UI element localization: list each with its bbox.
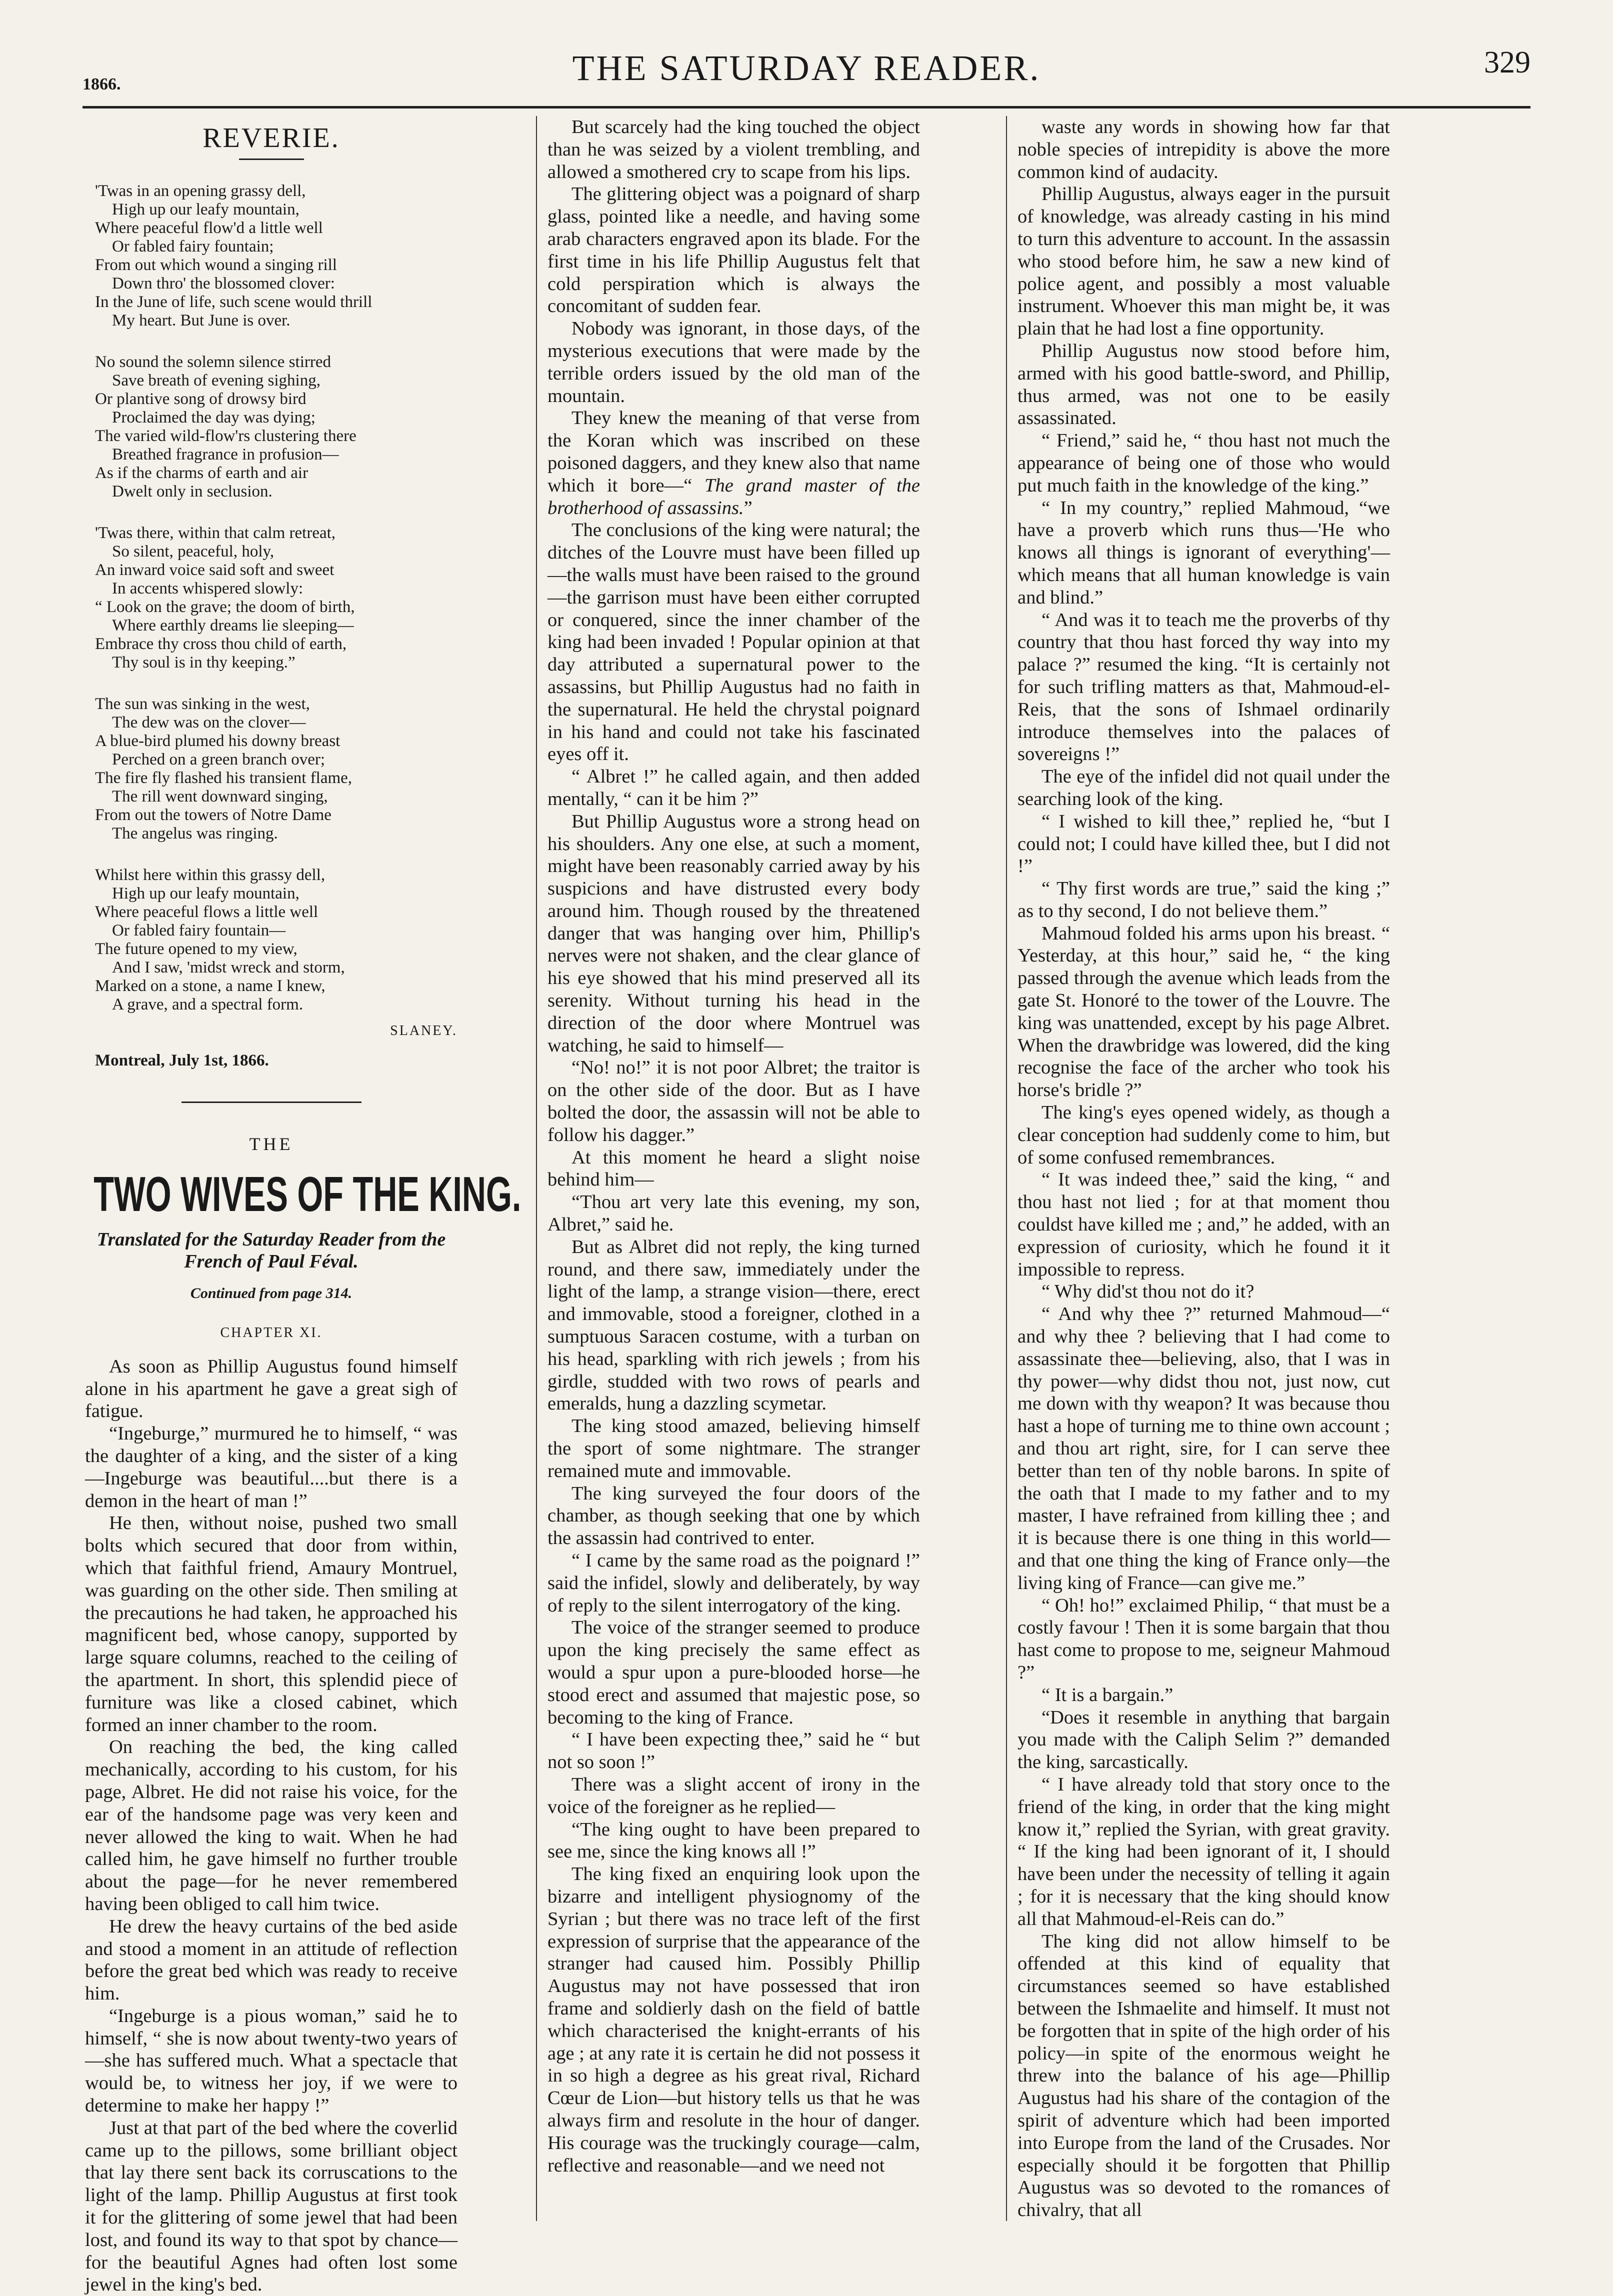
poem-line: No sound the solemn silence stirred bbox=[95, 352, 331, 371]
paragraph: The king's eyes opened widely, as though a clear conception had suddenly come to him, but of some confused remembrances. bbox=[1018, 1102, 1390, 1168]
poem-line: In accents whispered slowly: bbox=[112, 579, 304, 598]
poem-dateline: Montreal, July 1st, 1866. bbox=[95, 1051, 269, 1070]
paragraph: “The king ought to have been prepared to see me, since the king knows all !” bbox=[548, 1818, 920, 1862]
paragraph: “ Albret !” he called again, and then added mentally, “ can it be him ?” bbox=[548, 766, 920, 810]
paragraph: waste any words in showing how far that noble species of intrepidity is above the more common kind of audacity. bbox=[1018, 116, 1390, 182]
paragraph: “ I have already told that story once to the friend of the king, in order that the king might know it,” replied the Syrian, with great gravity. “ If the king had been ignorant of it, I should have been under the necessity of telling it again ; for it is necessary that the king should know all that Mahmoud-el-Reis can do.” bbox=[1018, 1774, 1390, 1930]
poem-line: Whilst here within this grassy dell, bbox=[95, 866, 326, 884]
poem-line: The dew was on the clover— bbox=[112, 713, 306, 732]
column-3-text bbox=[1018, 116, 1390, 2222]
paragraph: Mahmoud folded his arms upon his breast. “ Yesterday, at this hour,” said he, “ the king passed through the avenue which leads from the gate St. Honoré to the tower of the Louvre. The king was unattended, except by his page Albret. When the drawbridge was lowered, did the king recognise the face of the archer who took his horse's bridle ?” bbox=[1018, 922, 1390, 1101]
paragraph: Phillip Augustus, always eager in the pursuit of knowledge, was already casting in his mind to turn this adventure to account. In the assassin who stood before him, he saw a new kind of police agent, and possibly a most valuable instrument. Whoever this man might be, it was plain that he had lost a fine opportunity. bbox=[1018, 184, 1390, 340]
poem-line: So silent, peaceful, holy, bbox=[112, 542, 274, 560]
paragraph: The king did not allow himself to be offended at this kind of equality that circumstances seemed so have established between the Ishmaelite and himself. It must not be forgotten that in spite of the high order of his policy—in spite of the enormous weight he threw into the balance of his age—Phillip Augustus had his share of the contagion of the spirit of adventure which had been imported into Europe from the land of the Crusades. Nor especially should it be forgotten that Phillip Augustus was so devoted to the romances of chivalry, that all bbox=[1018, 1930, 1390, 2221]
section-rule bbox=[182, 1102, 362, 1103]
poem-line: The varied wild-flow'rs clustering there bbox=[95, 426, 356, 445]
poem-line: Where earthly dreams lie sleeping— bbox=[112, 616, 354, 634]
poem-line: Dwelt only in seclusion. bbox=[112, 482, 272, 500]
poem-line: High up our leafy mountain, bbox=[112, 884, 300, 902]
poem-line: Embrace thy cross thou child of earth, bbox=[95, 634, 347, 653]
paragraph: On reaching the bed, the king called mechanically, according to his custom, for his page, Albret. He did not raise his voice, for the ear of the handsome page was very keen and never allowed the king to wait. When he had called him, he gave himself no further trouble about the page—for he never remembered having been obliged to call him twice. bbox=[85, 1736, 458, 1914]
paragraph: “Ingeburge,” murmured he to himself, “ was the daughter of a king, and the sister of a king —Ingeburge was beautiful....but there is a demon in the heart of man !” bbox=[85, 1423, 458, 1512]
poem-title-rule bbox=[239, 158, 304, 160]
poem-line: Marked on a stone, a name I knew, bbox=[95, 976, 326, 995]
poem-title: REVERIE. bbox=[202, 122, 340, 154]
poem-line: My heart. But June is over. bbox=[112, 311, 290, 330]
poem-signature: SLANEY. bbox=[390, 1022, 458, 1038]
paragraph bbox=[548, 407, 920, 519]
paragraph: “ Thy first words are true,” said the king ;” as to thy second, I do not believe them.” bbox=[1018, 878, 1390, 922]
paragraph: He drew the heavy curtains of the bed aside and stood a moment in an attitude of reflection before the great bed which was ready to receive him. bbox=[85, 1916, 458, 2004]
paragraph: The glittering object was a poignard of sharp glass, pointed like a needle, and having some arab characters engraved apon its blade. For the first time in his life Phillip Augustus felt that cold perspiration which is always the concomitant of sudden fear. bbox=[548, 184, 920, 317]
story-title: TWO WIVES OF THE KING. bbox=[94, 1166, 522, 1222]
poem-line: 'Twas in an opening grassy dell, bbox=[95, 182, 306, 200]
poem-line: Or plantive song of drowsy bird bbox=[95, 390, 306, 408]
poem-line: An inward voice said soft and sweet bbox=[95, 560, 334, 579]
column-3 bbox=[1018, 116, 1390, 2222]
poem-line: Down thro' the blossomed clover: bbox=[112, 274, 335, 292]
column-divider bbox=[1006, 116, 1007, 2221]
column-2-text bbox=[548, 519, 920, 2176]
paragraph: But scarcely had the king touched the object than he was seized by a violent trembling, and allowed a smothered cry to scape from his lips. bbox=[548, 116, 920, 182]
column-1 bbox=[85, 116, 522, 2296]
paragraph: But Phillip Augustus wore a strong head on his shoulders. Any one else, at such a moment, might have been reasonably carried away by his suspicions and have distrusted every body around him. Though roused by the threatened danger that was hanging over him, Phillip's nerves were not shaken, and the clear glance of his eye showed that his mind preserved all its serenity. Without turning his head in the direction of the door where Montruel was watching, he said to himself— bbox=[548, 810, 920, 1056]
paragraph: The voice of the stranger seemed to produce upon the king precisely the same effect as would a spur upon a pure-blooded horse—he stood erect and assumed that majestic pose, so becoming to the king of France. bbox=[548, 1617, 920, 1728]
paragraph: There was a slight accent of irony in the voice of the foreigner as he replied— bbox=[548, 1774, 920, 1818]
paragraph: As soon as Phillip Augustus found himself alone in his apartment he gave a great sigh of fatigue. bbox=[85, 1356, 458, 1422]
continued-note: Continued from page 314. bbox=[190, 1285, 352, 1302]
column-divider bbox=[536, 116, 537, 2221]
paragraph: The king fixed an enquiring look upon the bizarre and intelligent physiognomy of the Syrian ; but there was no trace left of the first expression of surprise that the appearance of the stranger had caused him. Possibly Phillip Augustus may not have possessed that iron frame and soldierly dash on the field of battle which characterised the knight-errants of his age ; at any rate it is certain he did not possess it in so high a degree as his great rival, Richard Cœur de Lion—but history tells us that he was always firm and resolute in the hour of danger. His courage was the truckingly courage—calm, reflective and reasonable—and we need not bbox=[548, 1864, 920, 2176]
paragraph: “ And was it to teach me the proverbs of thy country that thou hast forced thy way into my palace ?” resumed the king. “It is certainly not for such trifling matters as that, Mahmoud-el-Reis, that the sons of Ishmael ordinarily introduce themselves into the palaces of sovereigns !” bbox=[1018, 609, 1390, 765]
paragraph: The conclusions of the king were natural; the ditches of the Louvre must have been filled up—the walls must have been raised to the ground—the garrison must have been either corrupted or conquered, since the inner chamber of the king had been invaded ! Popular opinion at that day attributed a supernatural power to the assassins, but Phillip Augustus had no faith in the supernatural. He held the chrystal poignard in his hand and could not take his fascinated eyes off it. bbox=[548, 520, 920, 765]
poem-line: The rill went downward singing, bbox=[112, 787, 328, 806]
poem-stanza bbox=[95, 524, 458, 672]
story-the: THE bbox=[249, 1134, 294, 1154]
closing-quote: ” bbox=[744, 497, 752, 518]
paragraph: “ Why did'st thou not do it? bbox=[1042, 1281, 1254, 1302]
masthead-title: THE SATURDAY READER. bbox=[572, 48, 1041, 88]
paragraph: The king stood amazed, believing himself the sport of some nightmare. The stranger remained mute and immovable. bbox=[548, 1416, 920, 1482]
poem-line: Thy soul is in thy keeping.” bbox=[112, 653, 296, 672]
poem-line: Where peaceful flows a little well bbox=[95, 902, 318, 921]
paragraph: “ And why thee ?” returned Mahmoud—“ and why thee ? believing that I had come to assassinate thee—believing, also, that I was in thy power—why didst thou not, just now, cut me down with thy weapon? It was because thou hast a hope of turning me to thine own account ; and thou art right, sire, for I can serve thee better than ten of thy noble barons. In spite of the oath that I made to my father and to my master, I have refrained from killing thee ; and it is because there is one thing in this world—and that one thing the king of France only—the living king of France—can give me.” bbox=[1018, 1304, 1390, 1594]
poem-line: The sun was sinking in the west, bbox=[95, 694, 310, 713]
paragraph: But as Albret did not reply, the king turned round, and there saw, immediately under the light of the lamp, a strange vision—there, erect and immovable, stood a foreigner, clothed in a sumptuous Saracen costume, with a turban on his head, sparkling with rich jewels ; from his girdle, studded with two rows of pearls and emeralds, hung a dazzling scymetar. bbox=[548, 1236, 920, 1414]
poem-line: In the June of life, such scene would thrill bbox=[95, 292, 372, 311]
poem-body bbox=[85, 182, 458, 1014]
paragraph: He then, without noise, pushed two small bolts which secured that door from within, which that faithful friend, Amaury Montruel, was guarding on the other side. Then smiling at the precautions he had taken, he approached his magnificent bed, whose canopy, supported by large square columns, reached to the ceiling of the apartment. In short, this splendid piece of furniture was like a closed cabinet, which formed an inner chamber to the room. bbox=[85, 1512, 458, 1736]
poem-line: A blue-bird plumed his downy breast bbox=[95, 732, 340, 750]
poem-stanza bbox=[95, 353, 458, 501]
paragraph: Just at that part of the bed where the coverlid came up to the pillows, some brilliant object that lay there sent back its corruscations to the light of the lamp. Phillip Augustus at first took it for the glittering of some jewel that had been lost, and found its way to that spot by chance—for the beautiful Agnes had often lost some jewel in the king's bed. bbox=[85, 2117, 458, 2296]
poem-line: And I saw, 'midst wreck and storm, bbox=[112, 958, 345, 976]
chapter-heading: CHAPTER XI. bbox=[220, 1324, 322, 1340]
paragraph-text: They knew the meaning of that verse from the Koran which was inscribed on these poisoned daggers, and they knew also that name which it bore—“ bbox=[548, 408, 920, 496]
poem-line: Breathed fragrance in profusion— bbox=[112, 445, 339, 464]
paragraph: “Thou art very late this evening, my son, Albret,” said he. bbox=[548, 1192, 920, 1236]
page-number: 329 bbox=[1484, 46, 1530, 80]
italic-phrase: The grand master of the brotherhood of assassins. bbox=[548, 474, 920, 518]
poem-line: High up our leafy mountain, bbox=[112, 200, 300, 218]
paragraph: “ I came by the same road as the poignard !” said the infidel, slowly and deliberately, by way of reply to the silent interrogatory of the king. bbox=[548, 1550, 920, 1616]
poem-line: The fire fly flashed his transient flame, bbox=[95, 768, 352, 787]
paragraph: “ It is a bargain.” bbox=[1042, 1684, 1174, 1706]
paragraph: “ I have been expecting thee,” said he “ but not so soon !” bbox=[548, 1729, 920, 1773]
poem-line: “ Look on the grave; the doom of birth, bbox=[95, 598, 355, 616]
poem-stanza bbox=[95, 866, 458, 1014]
paragraph: The king surveyed the four doors of the chamber, as though seeking that one by which the assassin had contrived to enter. bbox=[548, 1482, 920, 1549]
poem-line: Or fabled fairy fountain— bbox=[112, 921, 286, 940]
poem-line: Proclaimed the day was dying; bbox=[112, 408, 316, 426]
column-2 bbox=[548, 116, 920, 2176]
column-1-text bbox=[85, 1356, 458, 2296]
paragraph: “Ingeburge is a pious woman,” said he to himself, “ she is now about twenty-two years of —she has suffered much. What a spectacle that would be, to witness her joy, if we were to determine to make her happy !” bbox=[85, 2005, 458, 2116]
poem-line: The future opened to my view, bbox=[95, 940, 298, 958]
paragraph: “ Friend,” said he, “ thou hast not much the appearance of being one of those who would put much faith in the knowledge of the king.” bbox=[1018, 430, 1390, 496]
poem-line: From out which wound a singing rill bbox=[95, 256, 337, 274]
page-header bbox=[82, 28, 1530, 102]
poem-stanza bbox=[95, 695, 458, 843]
poem-line: Perched on a green branch over; bbox=[112, 750, 326, 768]
paragraph: At this moment he heard a slight noise behind him— bbox=[548, 1146, 920, 1190]
poem-line: A grave, and a spectral form. bbox=[112, 995, 304, 1014]
paragraph: Nobody was ignorant, in those days, of the mysterious executions that were made by the terrible orders issued by the old man of the mountain. bbox=[548, 318, 920, 406]
translation-note: Translated for the Saturday Reader from the French of Paul Féval. bbox=[96, 1229, 446, 1272]
paragraph: “ In my country,” replied Mahmoud, “we have a proverb which runs thus—'He who knows all things is ignorant of everything'—which means that all human knowledge is vain and blind.” bbox=[1018, 497, 1390, 608]
paragraph: “ Oh! ho!” exclaimed Philip, “ that must be a costly favour ! Then it is some bargain that thou hast come to propose to me, seigneur Mahmoud ?” bbox=[1018, 1594, 1390, 1683]
header-year: 1866. bbox=[82, 75, 121, 94]
poem-line: As if the charms of earth and air bbox=[95, 464, 308, 482]
poem-line: 'Twas there, within that calm retreat, bbox=[95, 524, 336, 542]
paragraph: “ I wished to kill thee,” replied he, “but I could not; I could have killed thee, but I did not !” bbox=[1018, 810, 1390, 877]
poem-line: From out the towers of Notre Dame bbox=[95, 806, 332, 824]
header-rule bbox=[82, 106, 1530, 108]
paragraph: “No! no!” it is not poor Albret; the traitor is on the other side of the door. But as I have bolted the door, the assassin will not be able to follow his dagger.” bbox=[548, 1057, 920, 1146]
poem-line: Where peaceful flow'd a little well bbox=[95, 218, 323, 237]
paragraph: Phillip Augustus now stood before him, armed with his good battle-sword, and Phillip, thus armed, was not one to be easily assassinated. bbox=[1018, 340, 1390, 429]
paragraph: The eye of the infidel did not quail under the searching look of the king. bbox=[1018, 766, 1390, 810]
poem-stanza bbox=[95, 182, 458, 330]
poem-line: Or fabled fairy fountain; bbox=[112, 237, 274, 256]
poem-line: The angelus was ringing. bbox=[112, 824, 278, 842]
poem-line: Save breath of evening sighing, bbox=[112, 371, 320, 390]
paragraph: “ It was indeed thee,” said the king, “ and thou hast not lied ; for at that moment thou couldst have killed me ; and,” he added, with an expression of curiosity, which he found it it impossible to repress. bbox=[1018, 1169, 1390, 1280]
paragraph: “Does it resemble in anything that bargain you made with the Caliph Selim ?” demanded the king, sarcastically. bbox=[1018, 1706, 1390, 1773]
